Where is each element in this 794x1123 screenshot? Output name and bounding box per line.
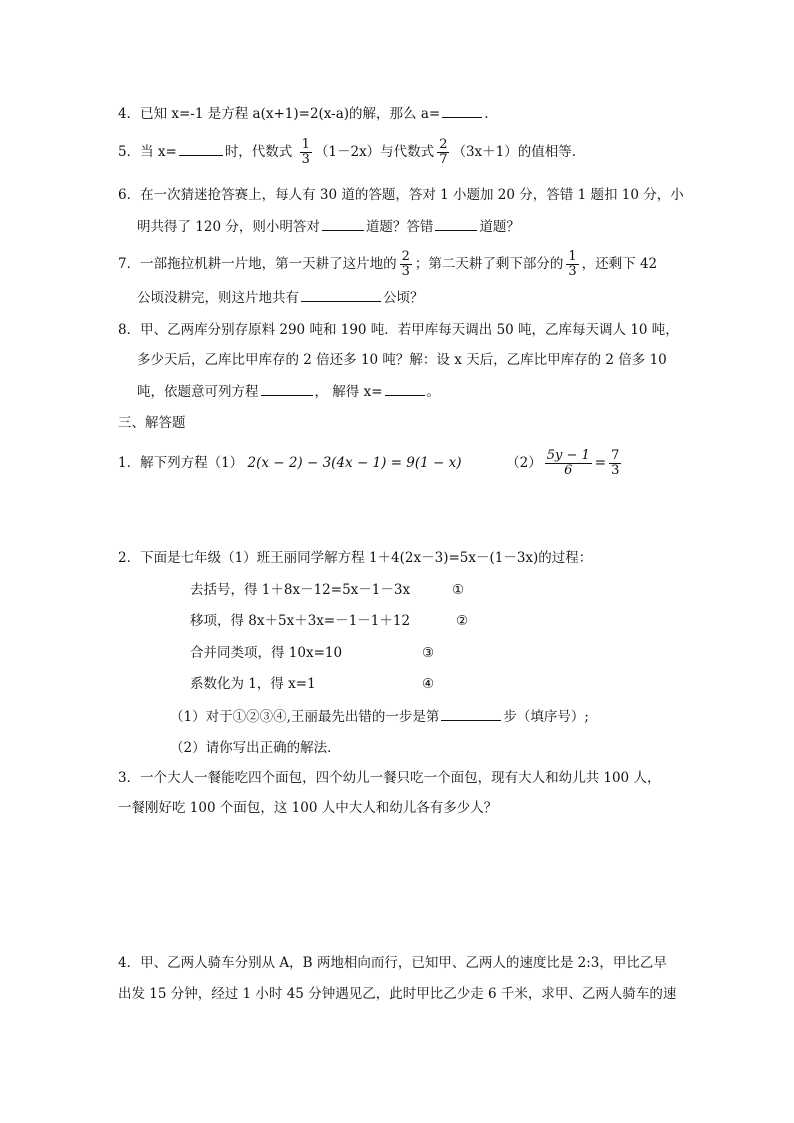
step-marker: ③ (422, 645, 435, 661)
q4-blank (442, 103, 482, 118)
step-text: 合并同类项，得 10x=10 (190, 645, 343, 661)
q6-blank-1 (322, 216, 364, 231)
solve-question-4-line-2: 出发 15 分钟，经过 1 小时 45 分钟遇见乙，此时甲比乙少走 6 千米，求甲、乙两人骑车的速 (118, 986, 677, 1002)
q5-text-b: 时，代数式 (224, 144, 293, 160)
sq1-label: 1．解下列方程（1） (118, 455, 244, 471)
q4-end: . (484, 106, 489, 122)
denominator: 7 (439, 152, 448, 167)
numerator: 1 (301, 137, 310, 152)
q5-text-c: （1－2x）与代数式 (314, 144, 435, 160)
question-5 (118, 138, 576, 167)
q7-text-a: 7．一部拖拉机耕一片地，第一天耕了这片地的 (118, 256, 397, 272)
step-marker: ② (456, 613, 469, 629)
q7-text-e: 公顷？ (383, 290, 424, 306)
numerator: 2 (401, 249, 410, 264)
q7-fraction-2 (566, 250, 578, 279)
question-6-line-1: 6．在一次猜迷抢答赛上，每人有 30 道的答题，答对 1 小题加 20 分，答错 1 题扣 10 分，小 (118, 187, 684, 203)
denominator: 3 (401, 264, 410, 279)
q6-text-a: 明共得了 120 分，则小明答对 (137, 219, 320, 235)
q6-text-b: 道题？答错 (365, 219, 434, 235)
question-8-line-1: 8．甲、乙两库分别存原料 290 吨和 190 吨．若甲库每天调出 50 吨，乙库每天调人 10 吨， (118, 322, 679, 338)
step-2 (190, 611, 469, 631)
q5-blank (179, 141, 223, 156)
sq1-equation-1: 2(x − 2) − 3(4x − 1) = 9(1 − x) (247, 455, 462, 471)
sq2-p1-end: 步（填序号）; (503, 709, 589, 725)
question-7-line-1 (118, 250, 657, 279)
q8-text-b: ， 解得 x= (314, 384, 383, 400)
numerator: 7 (611, 448, 620, 463)
q8-text-a: 吨，依题意可列方程 (137, 384, 259, 400)
q5-fraction-1 (300, 138, 312, 167)
step-text: 去括号，得 1＋8x－12=5x－1－3x (190, 582, 411, 598)
q6-blank-2 (435, 216, 477, 231)
q6-text-c: 道题？ (479, 219, 520, 235)
step-3 (190, 643, 435, 663)
sq1-fraction-left (545, 449, 592, 478)
sq1-fraction-right (609, 449, 621, 478)
q8-text-c: 。 (426, 384, 441, 400)
denominator: 3 (301, 152, 310, 167)
denominator: 6 (564, 463, 573, 478)
step-marker: ④ (422, 676, 435, 692)
step-text: 移项，得 8x＋5x＋3x=－1－1＋12 (190, 613, 411, 629)
denominator: 3 (568, 264, 577, 279)
q5-text-a: 5．当 x= (118, 144, 177, 160)
q4-text: 4．已知 x=-1 是方程 a(x+1)=2(x-a)的解，那么 a= (118, 106, 441, 122)
solve-question-2-intro: 2．下面是七年级（1）班王丽同学解方程 1＋4(2x－3)=5x－(1－3x)的过程： (118, 550, 593, 566)
step-text: 系数化为 1，得 x=1 (190, 676, 316, 692)
solve-question-3-line-1: 3．一个大人一餐能吃四个面包，四个幼儿一餐只吃一个面包，现有大人和幼儿共 100 人， (118, 770, 661, 786)
solve-question-2-part-2: （2）请你写出正确的解法． (170, 740, 341, 756)
q7-fraction-1 (400, 250, 412, 279)
numerator: 2 (439, 137, 448, 152)
denominator: 3 (611, 463, 620, 478)
sq2-p1-text: （1）对于①②③④,王丽最先出错的一步是第 (170, 709, 440, 725)
sq2-blank (441, 706, 501, 721)
q5-text-d: （3x＋1）的值相等. (452, 144, 577, 160)
step-4 (190, 674, 435, 694)
q7-text-d: 公顷没耕完，则这片地共有 (137, 290, 299, 306)
solve-question-4-line-1: 4．甲、乙两人骑车分别从 A，B 两地相向而行，已知甲、乙两人的速度比是 2:3，甲比乙早 (118, 955, 667, 971)
q7-blank (301, 287, 381, 302)
q5-fraction-2 (437, 138, 449, 167)
question-6-line-2 (137, 216, 520, 237)
solve-question-1 (118, 449, 624, 478)
numerator: 1 (568, 249, 577, 264)
question-8-line-2: 多少天后，乙库比甲库存的 2 倍还多 10 吨？解：设 x 天后，乙库比甲库存的 2 倍多 10 (137, 352, 667, 368)
equals-sign: = (594, 455, 607, 471)
question-4 (118, 103, 489, 124)
q7-text-c: ，还剩下 42 (581, 256, 658, 272)
step-1 (190, 580, 465, 600)
q8-blank-1 (261, 381, 313, 396)
question-8-line-3 (137, 381, 440, 402)
q7-text-b: ；第二天耕了剩下部分的 (414, 256, 564, 272)
solve-question-3-line-2: 一餐刚好吃 100 个面包，这 100 人中大人和幼儿各有多少人？ (118, 800, 498, 816)
numerator: 5y − 1 (546, 448, 590, 463)
section-heading: 三、解答题 (118, 415, 186, 431)
question-7-line-2 (137, 287, 424, 308)
solve-question-2-part-1 (170, 706, 589, 727)
sq1-label-2: （2） (506, 455, 542, 471)
step-marker: ① (452, 582, 465, 598)
q8-blank-2 (385, 381, 425, 396)
